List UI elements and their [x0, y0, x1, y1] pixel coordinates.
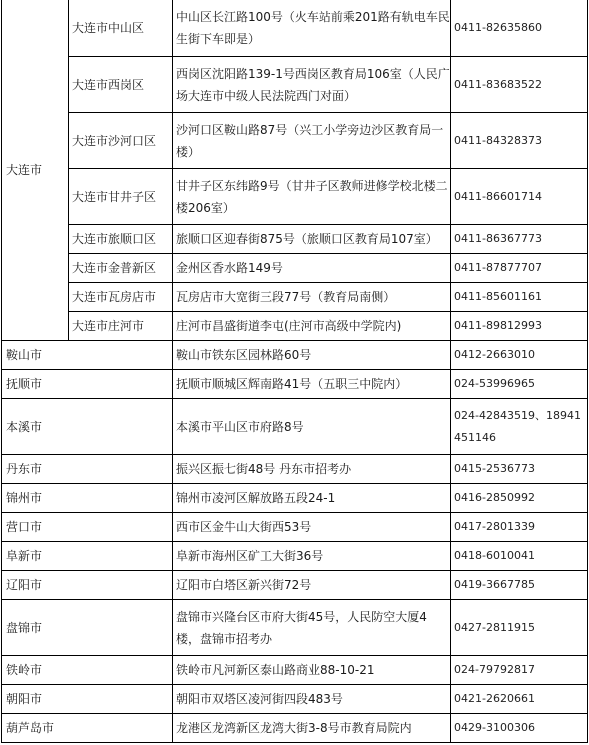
- city-cell: 鞍山市: [2, 341, 173, 370]
- phone-cell: 0415-2536773: [451, 455, 588, 484]
- phone-cell: 024-42843519、18941451146: [451, 399, 588, 455]
- city-cell: 阜新市: [2, 542, 173, 571]
- table-body: [2, 0, 588, 743]
- city-cell: 铁岭市: [2, 656, 173, 685]
- phone-cell: 0411-86601714: [451, 169, 588, 225]
- address-cell: 盘锦市兴隆台区市府大街45号，人民防空大厦4楼，盘锦市招考办: [173, 600, 451, 656]
- address-cell: 中山区长江路100号（火车站前乘201路有轨电车民生街下车即是）: [173, 0, 451, 57]
- city-cell: 锦州市: [2, 484, 173, 513]
- address-cell: 阜新市海州区矿工大街36号: [173, 542, 451, 571]
- table-row: [2, 714, 588, 743]
- table-row: [2, 600, 588, 656]
- phone-cell: 0427-2811915: [451, 600, 588, 656]
- table-row: [2, 513, 588, 542]
- phone-cell: 024-79792817: [451, 656, 588, 685]
- city-cell: 抚顺市: [2, 370, 173, 399]
- address-cell: 本溪市平山区市府路8号: [173, 399, 451, 455]
- phone-cell: 0416-2850992: [451, 484, 588, 513]
- address-cell: 庄河市昌盛街道李屯(庄河市高级中学院内): [173, 312, 451, 341]
- district-cell: 大连市庄河市: [69, 312, 173, 341]
- table-row: [2, 225, 588, 254]
- table-row: [2, 685, 588, 714]
- exam-office-table: [1, 0, 588, 743]
- table-row: [2, 399, 588, 455]
- table-row: [2, 370, 588, 399]
- city-cell: 本溪市: [2, 399, 173, 455]
- phone-cell: 0429-3100306: [451, 714, 588, 743]
- district-cell: 大连市旅顺口区: [69, 225, 173, 254]
- phone-cell: 0411-83683522: [451, 57, 588, 113]
- district-cell: 大连市西岗区: [69, 57, 173, 113]
- phone-cell: 024-53996965: [451, 370, 588, 399]
- district-cell: 大连市甘井子区: [69, 169, 173, 225]
- address-cell: 鞍山市铁东区园林路60号: [173, 341, 451, 370]
- address-cell: 朝阳市双塔区凌河街四段483号: [173, 685, 451, 714]
- phone-cell: 0411-85601161: [451, 283, 588, 312]
- address-cell: 沙河口区鞍山路87号（兴工小学旁边沙区教育局一楼）: [173, 113, 451, 169]
- table-row: [2, 656, 588, 685]
- table-row: [2, 283, 588, 312]
- table-row: [2, 169, 588, 225]
- phone-cell: 0411-84328373: [451, 113, 588, 169]
- district-cell: 大连市中山区: [69, 0, 173, 57]
- table-row: [2, 542, 588, 571]
- city-cell: 丹东市: [2, 455, 173, 484]
- address-cell: 锦州市凌河区解放路五段24-1: [173, 484, 451, 513]
- address-cell: 旅顺口区迎春街875号（旅顺口区教育局107室）: [173, 225, 451, 254]
- city-cell: 辽阳市: [2, 571, 173, 600]
- table-row: [2, 455, 588, 484]
- table-row: [2, 341, 588, 370]
- phone-cell: 0421-2620661: [451, 685, 588, 714]
- address-cell: 振兴区振七街48号 丹东市招考办: [173, 455, 451, 484]
- table-row: [2, 312, 588, 341]
- city-cell: 营口市: [2, 513, 173, 542]
- address-cell: 甘井子区东纬路9号（甘井子区教师进修学校北楼二楼206室）: [173, 169, 451, 225]
- address-cell: 瓦房店市大宽街三段77号（教育局南侧）: [173, 283, 451, 312]
- phone-cell: 0411-89812993: [451, 312, 588, 341]
- city-cell: 葫芦岛市: [2, 714, 173, 743]
- table-row: [2, 571, 588, 600]
- city-cell: 大连市: [2, 0, 69, 341]
- city-cell: 盘锦市: [2, 600, 173, 656]
- phone-cell: 0419-3667785: [451, 571, 588, 600]
- phone-cell: 0417-2801339: [451, 513, 588, 542]
- address-cell: 抚顺市顺城区辉南路41号（五职三中院内）: [173, 370, 451, 399]
- phone-cell: 0412-2663010: [451, 341, 588, 370]
- address-cell: 西市区金牛山大街西53号: [173, 513, 451, 542]
- district-cell: 大连市瓦房店市: [69, 283, 173, 312]
- address-cell: 西岗区沈阳路139-1号西岗区教育局106室（人民广场大连市中级人民法院西门对面）: [173, 57, 451, 113]
- phone-cell: 0411-87877707: [451, 254, 588, 283]
- table-row: [2, 254, 588, 283]
- city-cell: 朝阳市: [2, 685, 173, 714]
- address-cell: 铁岭市凡河新区泰山路商业88-10-21: [173, 656, 451, 685]
- phone-cell: 0411-82635860: [451, 0, 588, 57]
- phone-cell: 0411-86367773: [451, 225, 588, 254]
- district-cell: 大连市沙河口区: [69, 113, 173, 169]
- address-cell: 金州区香水路149号: [173, 254, 451, 283]
- address-cell: 龙港区龙湾新区龙湾大街3-8号市教育局院内: [173, 714, 451, 743]
- table-row: [2, 113, 588, 169]
- address-cell: 辽阳市白塔区新兴街72号: [173, 571, 451, 600]
- district-cell: 大连市金普新区: [69, 254, 173, 283]
- table-row: [2, 0, 588, 57]
- table-row: [2, 484, 588, 513]
- phone-cell: 0418-6010041: [451, 542, 588, 571]
- table-row: [2, 57, 588, 113]
